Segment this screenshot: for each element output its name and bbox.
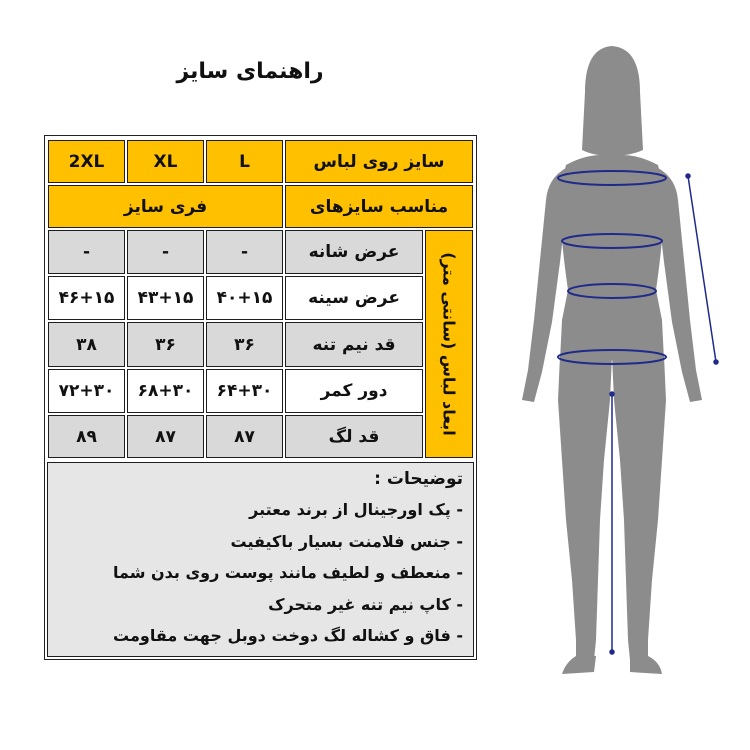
notes-box [47, 462, 474, 657]
measure-top-length-end [714, 360, 718, 364]
row-value: ۴۳+۱۵ [127, 276, 204, 320]
row-value: - [48, 230, 125, 274]
row-value: ۳۸ [48, 322, 125, 367]
size-l: L [206, 140, 283, 183]
measure-leg-length-end [610, 650, 614, 654]
body-figure [500, 40, 740, 740]
figure-right-foot [630, 656, 662, 674]
measure-leg-length-start [610, 392, 614, 396]
size-xl: XL [127, 140, 204, 183]
row-value: ۸۹ [48, 415, 125, 458]
row-value: ۶۸+۳۰ [127, 369, 204, 413]
row-value: ۴۰+۱۵ [206, 276, 283, 320]
figure-left-foot [562, 656, 596, 674]
row-value: ۴۶+۱۵ [48, 276, 125, 320]
row-label-shoulder: عرض شانه [285, 230, 423, 274]
measure-top-length-start [686, 174, 690, 178]
row-value: ۳۶ [127, 322, 204, 367]
fit-label: مناسب سایزهای [285, 185, 473, 228]
size-2xl: 2XL [48, 140, 125, 183]
dimensions-label-text: ابعاد لباس (سانتی متر) [439, 252, 459, 436]
figure-right-arm [658, 168, 702, 402]
page-title: راهنمای سایز [176, 59, 324, 84]
row-value: - [206, 230, 283, 274]
row-label-chest: عرض سینه [285, 276, 423, 320]
note-item: - پک اورجینال از برند معتبر [249, 500, 463, 519]
row-label-waist: دور کمر [285, 369, 423, 413]
note-item: - جنس فلامنت بسیار باکیفیت [230, 531, 463, 551]
fit-value: فری سایز [48, 185, 283, 228]
figure-right-leg [612, 356, 666, 660]
dimensions-label [425, 230, 473, 458]
header-label: سایز روی لباس [285, 140, 473, 183]
row-value: - [127, 230, 204, 274]
note-item: - فاق و کشاله لگ دوخت دوبل جهت مقاومت [113, 626, 463, 645]
row-value: ۶۴+۳۰ [206, 369, 283, 413]
row-value: ۳۶ [206, 322, 283, 367]
figure-left-arm [522, 168, 566, 402]
measure-top-length [688, 176, 716, 362]
row-value: ۸۷ [127, 415, 204, 458]
row-value: ۷۲+۳۰ [48, 369, 125, 413]
note-item: - کاپ نیم تنه غیر متحرک [268, 594, 463, 614]
note-item: - منعطف و لطیف مانند پوست روی بدن شما [112, 563, 463, 582]
notes-heading: توضیحات : [374, 469, 463, 489]
row-label-top-length: قد نیم تنه [285, 322, 423, 367]
row-label-leg-length: قد لگ [285, 415, 423, 458]
row-value: ۸۷ [206, 415, 283, 458]
figure-neck [600, 120, 624, 158]
figure-left-leg [558, 356, 612, 660]
